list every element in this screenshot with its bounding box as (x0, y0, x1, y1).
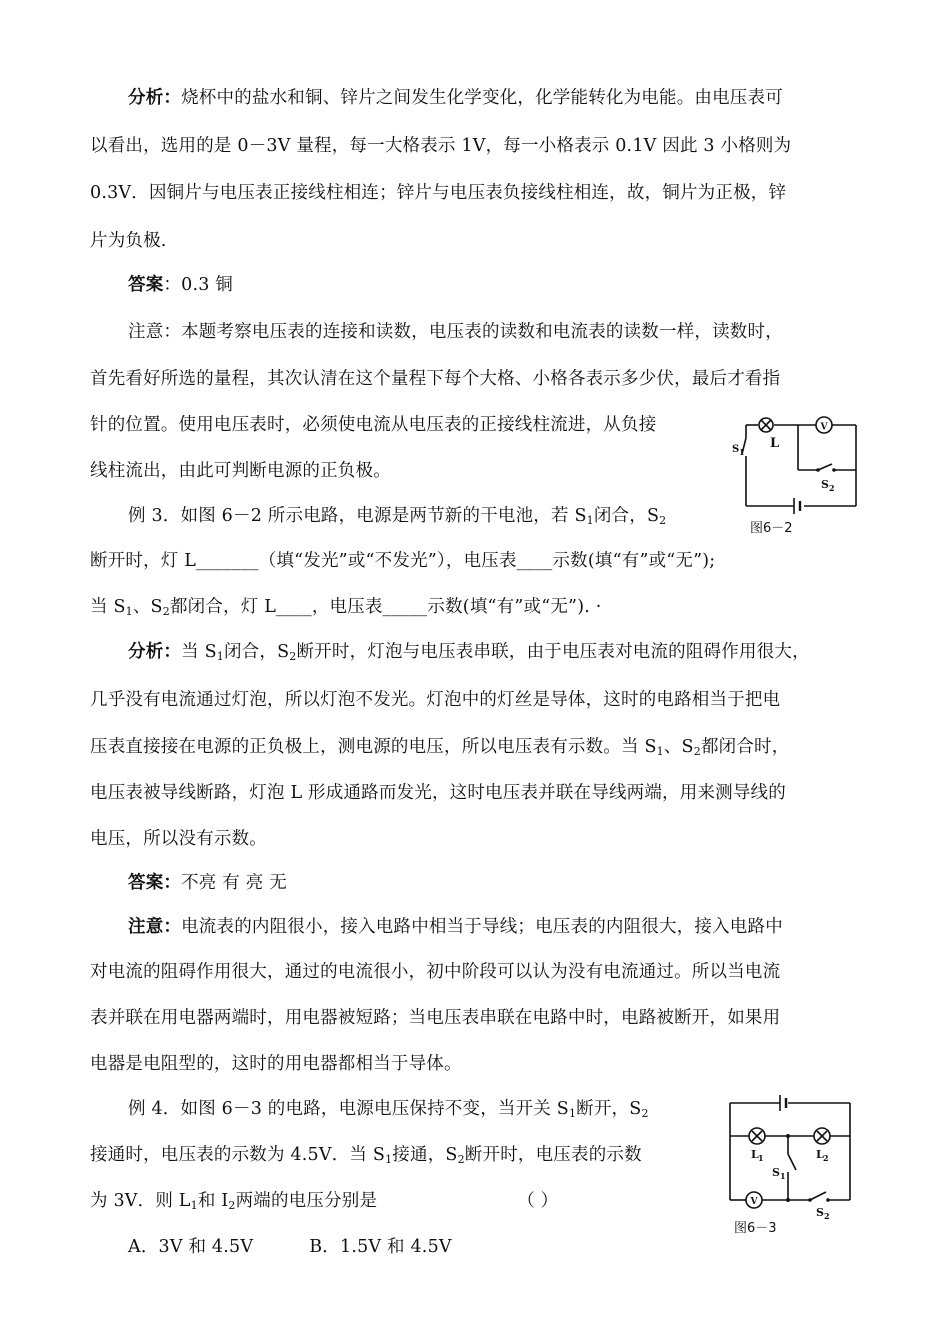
svg-text:L: L (751, 1148, 759, 1161)
svg-text:1: 1 (758, 1153, 764, 1163)
note-line-4: 线柱流出，由此可判断电源的正负极。 (90, 461, 391, 481)
figure-6-3-caption: 图6－3 (734, 1221, 777, 1236)
figure-6-2 (728, 412, 868, 537)
example4-line-1: 例 4．如图 6－3 的电路，电源电压保持不变，当开关 $S_1$断开，$S_2$ (128, 1099, 649, 1120)
example3-line-2: 断开时，灯 L_______（填“发光”或“不发光”），电压表____示数(填“有”或“无”); (90, 551, 716, 571)
svg-text:S: S (732, 444, 740, 455)
option-b: B．1.5V 和 4.5V (309, 1237, 452, 1257)
svg-text:1: 1 (739, 447, 745, 457)
analysis2-line-1: 分析：当 $S_1$闭合，$S_2$断开时，灯泡与电压表串联，由于电压表对电流的阻碍作用很大， (128, 642, 810, 663)
figure-6-3 (722, 1092, 857, 1237)
voltmeter-label: V (820, 422, 828, 433)
example4-line-3: 为 3V．则 $L_1$和 $I_2$两端的电压分别是 （ ） (90, 1191, 559, 1212)
analysis-line-4: 片为负极. (90, 231, 167, 251)
analysis2-line-5: 电压，所以没有示数。 (90, 829, 267, 849)
svg-text:S: S (821, 478, 829, 491)
option-line (128, 1235, 452, 1259)
analysis-line-3: 0.3V．因铜片与电压表正接线柱相连；锌片与电压表负接线柱相连，故，铜片为正极，锌 (90, 183, 787, 203)
example3-line-1: 例 3．如图 6－2 所示电路，电源是两节新的干电池，若 $S_1$闭合，$S_2$ (128, 506, 667, 527)
svg-text:L: L (816, 1148, 824, 1161)
note2-line-3: 表并联在用电器两端时，用电器被短路；当电压表串联在电路中时，电路被断开，如果用 (90, 1008, 781, 1028)
analysis2-line-2: 几乎没有电流通过灯泡，所以灯泡不发光。灯泡中的灯丝是导体，这时的电路相当于把电 (90, 690, 781, 710)
example3-line-3: 当 $S_1$、$S_2$都闭合，灯 L____，电压表_____示数(填“有”或“无”). · (90, 597, 602, 618)
option-a: A．3V 和 4.5V (128, 1237, 254, 1257)
note-line-2: 首先看好所选的量程，其次认清在这个量程下每个大格、小格各表示多少伏，最后才看指 (90, 369, 781, 389)
note-line-1: 注意：本题考察电压表的连接和读数，电压表的读数和电流表的读数一样，读数时， (128, 322, 783, 342)
note2-line-2: 对电流的阻碍作用很大，通过的电流很小，初中阶段可以认为没有电流通过。所以当电流 (90, 962, 781, 982)
svg-text:S: S (772, 1166, 780, 1179)
svg-text:2: 2 (823, 1153, 829, 1163)
note2-line-1: 注意：电流表的内阻很小，接入电路中相当于导线；电压表的内阻很大，接入电路中 (128, 917, 783, 937)
analysis2-line-3: 压表直接接在电源的正负极上，测电源的电压，所以电压表有示数。当 $S_1$、$S_2$都闭合时， (90, 737, 790, 758)
analysis-line-2: 以看出，选用的是 0－3V 量程，每一大格表示 1V，每一小格表示 0.1V 因此 3 小格则为 (90, 136, 792, 156)
lamp-label: L (770, 436, 780, 451)
analysis2-line-4: 电压表被导线断路，灯泡 L 形成通路而发光，这时电压表并联在导线两端，用来测导线的 (90, 783, 786, 803)
note2-line-4: 电器是电阻型的，这时的用电器都相当于导体。 (90, 1054, 462, 1074)
svg-text:2: 2 (829, 483, 835, 493)
analysis-line-1: 分析：烧杯中的盐水和铜、锌片之间发生化学变化，化学能转化为电能。由电压表可 (128, 88, 783, 108)
example4-line-2: 接通时，电压表的示数为 4.5V．当 $S_1$接通，$S_2$断开时，电压表的示数 (90, 1145, 642, 1166)
answer-line-2: 答案：不亮 有 亮 无 (128, 873, 287, 893)
figure-6-2-caption: 图6－2 (750, 521, 793, 536)
svg-text:V: V (750, 1197, 758, 1207)
note-line-3: 针的位置。使用电压表时，必须使电流从电压表的正接线柱流进，从负接 (90, 415, 657, 435)
answer-line-1: 答案：0.3 铜 (128, 275, 233, 295)
svg-text:1: 1 (780, 1171, 786, 1181)
svg-text:2: 2 (824, 1211, 830, 1221)
svg-text:S: S (816, 1206, 824, 1219)
